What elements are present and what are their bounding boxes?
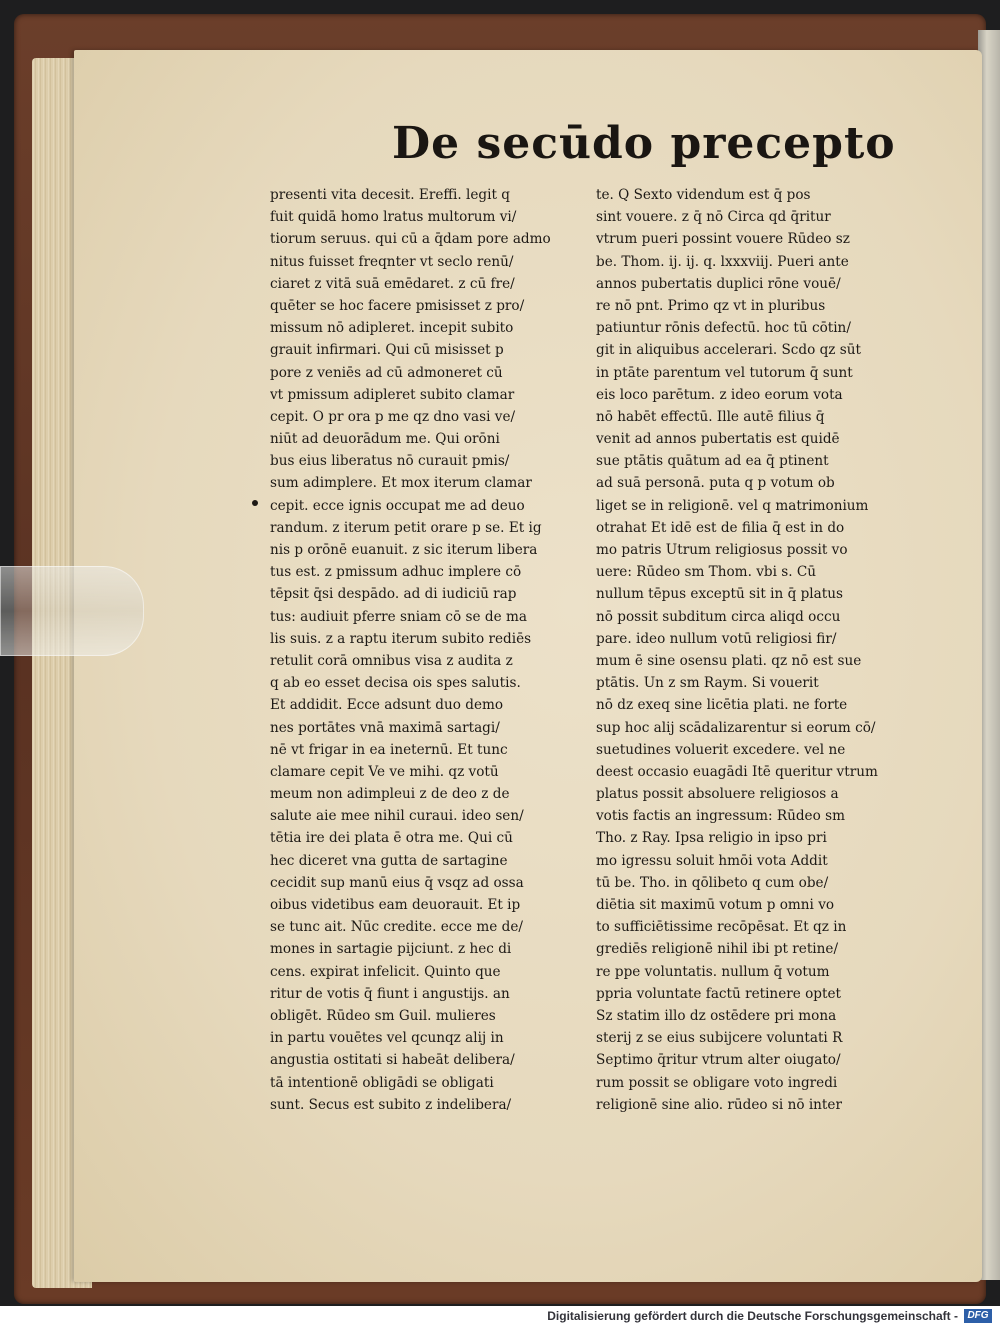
text-line: deest occasio euagādi Itē queritur vtrum xyxy=(596,763,878,780)
text-line: randum. z iterum petit orare p se. Et ig xyxy=(270,519,542,536)
text-line: nō dz exeq sine licētia plati. ne forte xyxy=(596,697,848,714)
text-line: tēpsit q̄si despādo. ad di iudiciū rap xyxy=(270,586,517,603)
text-line: Septimo q̄ritur vtrum alter oiugato/ xyxy=(596,1052,841,1069)
text-line: otrahat Et idē est de filia q̄ est in do xyxy=(596,519,845,536)
text-line: cecidit sup manū eius q̄ vsqz ad ossa xyxy=(270,874,524,891)
text-line: retulit corā omnibus visa z audita z xyxy=(270,652,513,669)
text-line: nō habēt effectū. Ille autē filius q̄ xyxy=(596,408,825,425)
page-holder-clip xyxy=(0,566,144,656)
text-line: re ppe voluntatis. nullum q̄ votum xyxy=(596,963,830,980)
text-line: pare. ideo nullum votū religiosi fir/ xyxy=(596,630,837,647)
text-column-right xyxy=(596,184,908,1116)
text-line: nē vt frigar in ea ineternū. Et tunc xyxy=(270,741,508,758)
text-line: sue ptātis quātum ad ea q̄ ptinent xyxy=(596,453,829,470)
text-line: nō possit subditum circa aliqd occu xyxy=(596,608,841,625)
text-line: se tunc ait. Nūc credite. ecce me de/ xyxy=(270,919,523,936)
text-line: git in aliquibus accelerari. Scdo qz sūt xyxy=(596,342,861,359)
margin-mark xyxy=(252,500,258,506)
text-line: pore z veniēs ad cū admoneret cū xyxy=(270,364,503,381)
text-line: patiuntur rōnis defectū. hoc tū cōtin/ xyxy=(596,320,851,337)
text-line: be. Thom. ij. ij. q. lxxxviij. Pueri ante xyxy=(596,253,849,270)
page-heading: De secūdo precepto xyxy=(392,118,896,169)
text-line: ppria voluntate factū retinere optet xyxy=(596,985,841,1002)
text-line: grediēs religionē nihil ibi pt retine/ xyxy=(596,941,839,958)
text-line: diētia sit maximū votum p omni vo xyxy=(596,897,835,913)
text-line: mo patris Utrum religiosus possit vo xyxy=(596,542,848,558)
text-line: mones in sartagie pijciunt. z hec di xyxy=(270,941,512,958)
text-line: rum possit se obligare voto ingredi xyxy=(596,1074,838,1091)
text-line: vt pmissum adipleret subito clamar xyxy=(270,386,515,403)
text-line: quēter se hoc facere pmisisset z pro/ xyxy=(270,297,525,314)
text-line: sup hoc alij scādalizarentur si eorum cō/ xyxy=(596,719,876,736)
text-line: grauit infirmari. Qui cū misisset p xyxy=(270,342,504,359)
text-line: ptātis. Un z sm Raym. Si vouerit xyxy=(596,675,819,692)
text-line: vtrum pueri possint vouere Rūdeo sz xyxy=(596,231,850,248)
text-line: Et addidit. Ecce adsunt duo demo xyxy=(270,697,504,714)
text-line: fuit quidā homo lratus multorum vi/ xyxy=(270,209,517,226)
dfg-logo: DFG xyxy=(964,1309,992,1323)
text-line: hec diceret vna gutta de sartagine xyxy=(270,852,508,869)
text-line: tētia ire dei plata ē otra me. Qui cū xyxy=(270,830,513,847)
text-line: votis factis an ingressum: Rūdeo sm xyxy=(596,808,845,825)
text-line: obligēt. Rūdeo sm Guil. mulieres xyxy=(270,1007,496,1024)
text-line: in partu vouētes vel qcunqz alij in xyxy=(270,1030,504,1047)
text-line: Sz statim illo dz ostēdere pri mona xyxy=(596,1007,837,1024)
text-line: clamare cepit Ve ve mihi. qz votū xyxy=(270,763,499,780)
text-line: angustia ostitati si habeāt delibera/ xyxy=(270,1052,515,1069)
text-line: cens. expirat infelicit. Quinto que xyxy=(270,963,501,980)
text-line: nitus fuisset freqnter vt seclo renū/ xyxy=(270,253,514,270)
text-line: liget se in religionē. vel q matrimonium xyxy=(596,497,869,514)
text-line: tā intentionē obligādi se obligati xyxy=(270,1074,494,1091)
text-line: meum non adimpleui z de deo z de xyxy=(270,786,510,803)
text-line: nes portātes vnā maximā sartagi/ xyxy=(270,719,500,736)
text-line: niūt ad deuorādum me. Qui orōni xyxy=(270,431,500,448)
text-line: missum nō adipleret. incepit subito xyxy=(270,320,514,337)
funding-credit: Digitalisierung gefördert durch die Deutsche Forschungsgemeinschaft - xyxy=(547,1309,958,1323)
text-line: venit ad annos pubertatis est quidē xyxy=(596,431,840,448)
text-line: nis p orōnē euanuit. z sic iterum libera xyxy=(270,542,538,558)
text-line: sunt. Secus est subito z indelibera/ xyxy=(270,1096,512,1113)
text-line: tū be. Tho. in qōlibeto q cum obe/ xyxy=(596,874,829,891)
text-line: sum adimplere. Et mox iterum clamar xyxy=(270,475,532,492)
text-line: annos pubertatis duplici rōne vouē/ xyxy=(596,275,841,292)
text-line: suetudines voluerit excedere. vel ne xyxy=(596,741,846,758)
text-line: cepit. O pr ora p me qz dno vasi ve/ xyxy=(270,408,516,425)
text-line: q ab eo esset decisa ois spes salutis. xyxy=(270,675,521,692)
text-line: re nō pnt. Primo qz vt in pluribus xyxy=(596,297,826,314)
text-line: uere: Rūdeo sm Thom. vbi s. Cū xyxy=(596,564,817,581)
text-line: tus: audiuit pferre sniam cō se de ma xyxy=(270,608,527,625)
text-line: eis loco parētum. z ideo eorum vota xyxy=(596,386,843,403)
text-line: lis suis. z a raptu iterum subito rediēs xyxy=(270,630,532,647)
text-line: Tho. z Ray. Ipsa religio in ipso pri xyxy=(596,830,827,847)
text-line: nullum tēpus exceptū sit in q̄ platus xyxy=(596,586,843,603)
text-line: in ptāte parentum vel tutorum q̄ sunt xyxy=(596,364,853,381)
text-line: mum ē sine osensu plati. qz nō est sue xyxy=(596,652,862,669)
text-line: mo igressu soluit hmōi vota Addit xyxy=(596,852,828,869)
text-line: te. Q Sexto videndum est q̄ pos xyxy=(596,187,811,203)
text-line: presenti vita decesit. Ereffi. legit q xyxy=(270,187,510,203)
text-line: salute aie mee nihil curaui. ideo sen/ xyxy=(270,808,524,825)
text-line: cepit. ecce ignis occupat me ad deuo xyxy=(270,497,525,514)
text-line: tiorum seruus. qui cū a q̄dam pore admo xyxy=(270,231,551,248)
text-line: sterij z se eius subijcere voluntati R xyxy=(596,1030,843,1047)
text-line: ciaret z vitā suā emēdaret. z cū fre/ xyxy=(270,275,515,292)
text-line: oibus videtibus eam deuorauit. Et ip xyxy=(270,897,521,913)
text-line: sint vouere. z q̄ nō Circa qd q̄ritur xyxy=(596,209,831,226)
text-column-left xyxy=(270,184,582,1116)
text-line: ad suā personā. puta q p votum ob xyxy=(596,475,835,492)
text-line: religionē sine alio. rūdeo si nō inter xyxy=(596,1096,842,1113)
text-line: tus est. z pmissum adhuc implere cō xyxy=(270,564,522,581)
text-line: platus possit absoluere religiosos a xyxy=(596,786,839,803)
text-line: ritur de votis q̄ fiunt i angustijs. an xyxy=(270,985,510,1002)
text-line: bus eius liberatus nō curauit pmis/ xyxy=(270,453,510,470)
text-line: to sufficiētissime recōpēsat. Et qz in xyxy=(596,919,847,936)
